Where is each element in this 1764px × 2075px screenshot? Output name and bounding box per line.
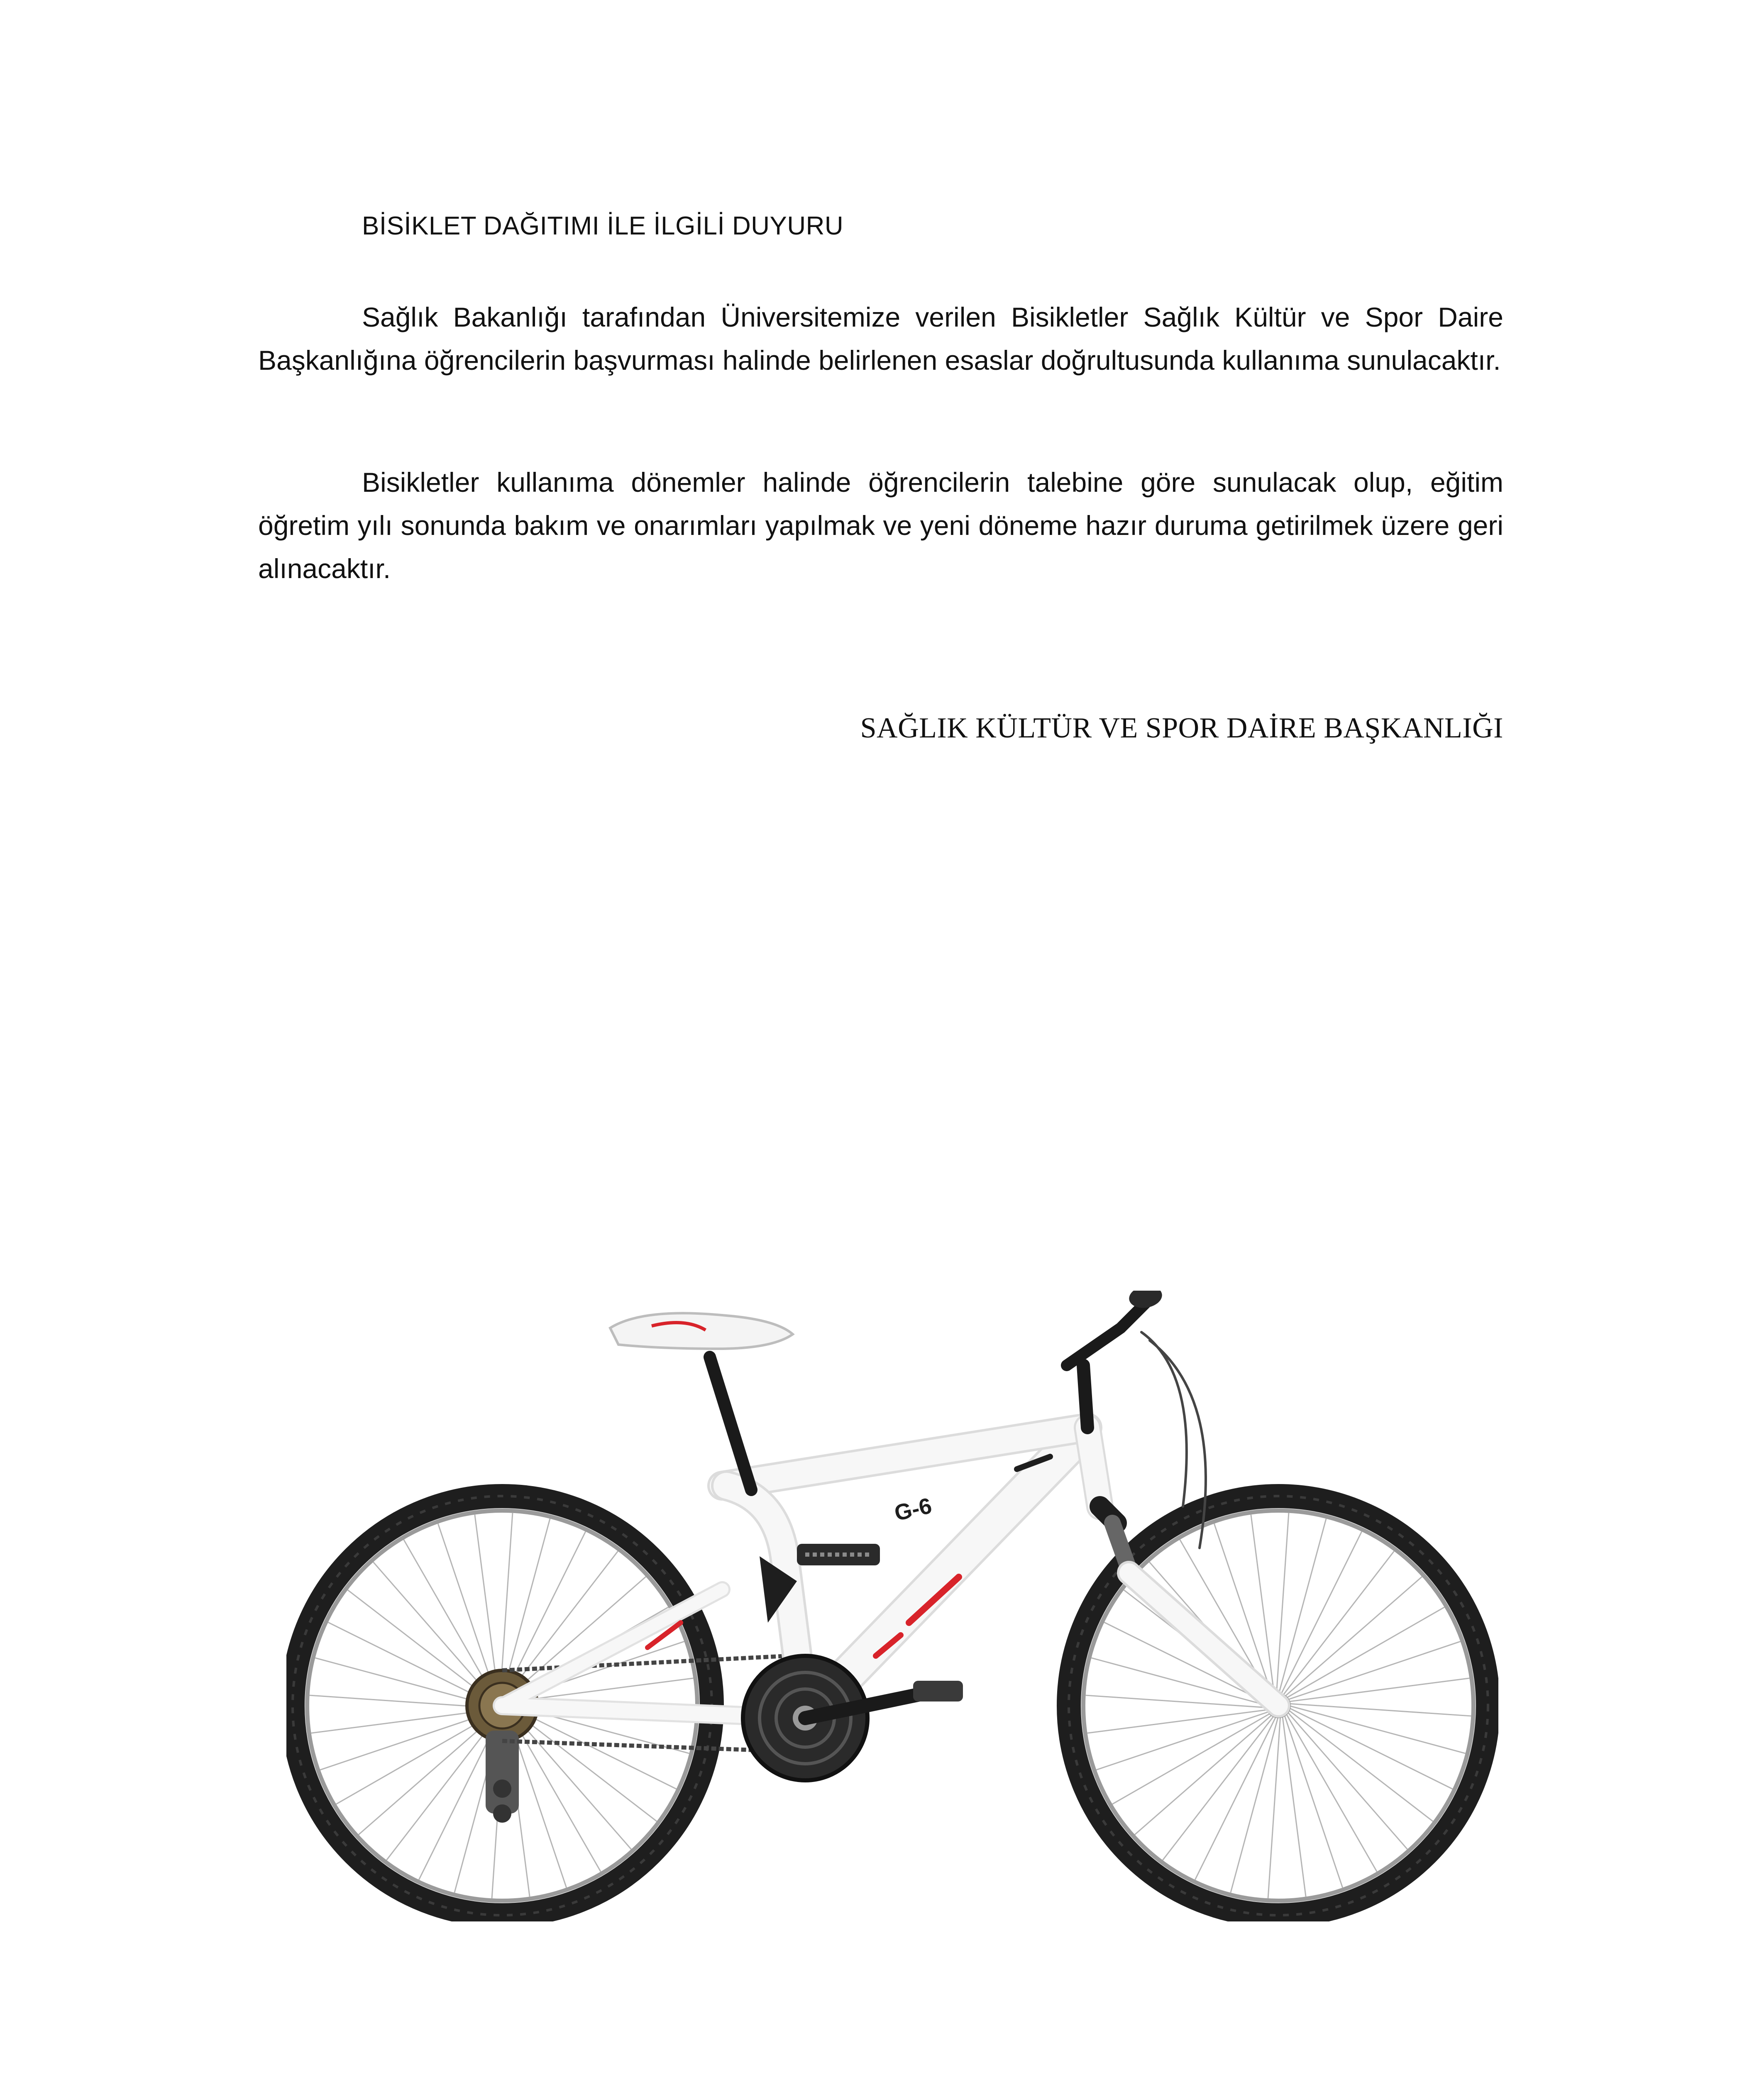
spoke bbox=[1280, 1532, 1362, 1696]
spoke bbox=[359, 1714, 496, 1835]
spoke bbox=[512, 1710, 657, 1821]
paragraph-1: Sağlık Bakanlığı tarafından Üniversitemize verilen Bisikletler Sağlık Kültür ve Spor Daire Başkanlığına öğrencilerin başvurması halinde belirlenen esaslar doğrultusunda kullanıma sunulacaktır. bbox=[258, 302, 1503, 376]
saddle bbox=[610, 1313, 793, 1490]
spoke bbox=[1283, 1551, 1394, 1696]
paragraph-2: Bisikletler kullanıma dönemler halinde öğrencilerin talebine göre sunulacak olup, eğitim öğretim yılı sonunda bakım ve onarımları yapılmak ve yeni döneme hazır duruma getirilmek üzere geri alınacaktır. bbox=[258, 467, 1503, 584]
announcement-title: BİSİKLET DAĞITIMI İLE İLGİLİ DUYURU bbox=[362, 212, 844, 240]
spoke bbox=[511, 1711, 631, 1849]
spoke bbox=[386, 1715, 498, 1860]
signature-department: SAĞLIK KÜLTÜR VE SPOR DAİRE BAŞKANLIĞI bbox=[860, 712, 1503, 744]
spoke bbox=[328, 1622, 492, 1704]
bicycle-image bbox=[286, 1291, 1498, 1921]
spoke bbox=[1287, 1711, 1407, 1849]
spoke bbox=[1278, 1518, 1326, 1695]
spoke bbox=[310, 1695, 492, 1708]
spoke bbox=[1288, 1710, 1433, 1821]
spoke bbox=[1289, 1704, 1471, 1716]
spoke bbox=[1086, 1695, 1268, 1708]
spoke bbox=[1284, 1577, 1422, 1697]
spoke bbox=[1289, 1706, 1466, 1753]
spoke bbox=[1268, 1716, 1280, 1899]
spoke bbox=[1289, 1708, 1453, 1789]
spoke bbox=[348, 1590, 493, 1702]
spoke bbox=[1195, 1716, 1276, 1880]
spoke bbox=[373, 1562, 494, 1700]
spoke bbox=[1135, 1714, 1273, 1835]
spoke bbox=[315, 1658, 492, 1706]
spoke bbox=[1163, 1715, 1274, 1860]
spoke bbox=[1276, 1513, 1289, 1696]
spoke bbox=[1231, 1716, 1278, 1893]
frame-model-text: G-6 bbox=[892, 1493, 934, 1526]
